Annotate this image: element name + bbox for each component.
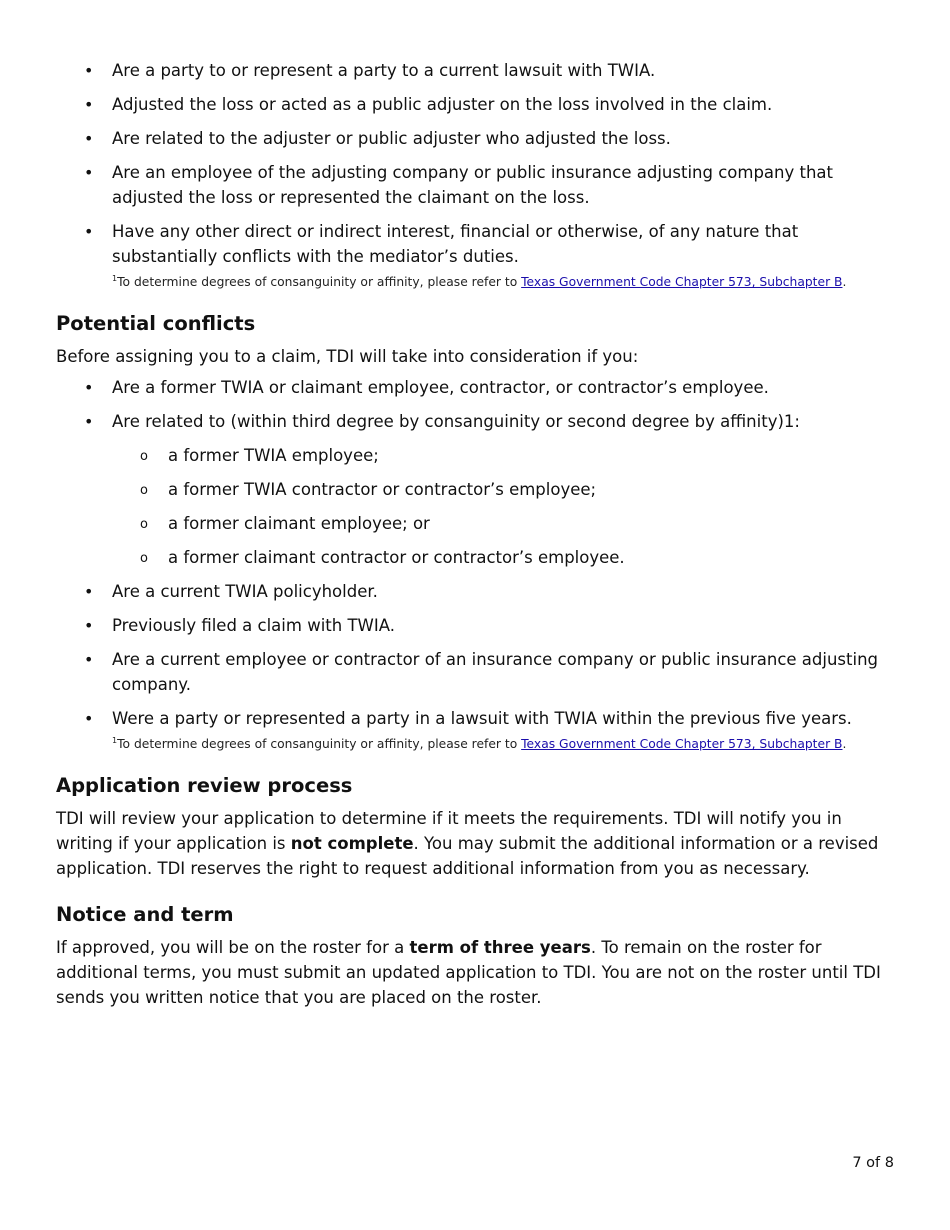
potential-conflicts-heading: Potential conflicts [56,312,256,335]
document-page [56,58,896,1016]
bullet-icon: • [84,378,94,397]
bullet-icon: • [84,95,94,114]
list-item: • Are an employee of the adjusting company or public insurance adjusting company that adjusted the loss or represented the claimant on the loss. [56,160,896,210]
bullet-icon: • [84,709,94,728]
application-review-heading: Application review process [56,774,353,797]
gov-code-link[interactable]: Texas Government Code Chapter 573, Subchapter B [521,737,843,751]
bullet-icon: • [84,412,94,431]
list-item: • Were a party or represented a party in a lawsuit with TWIA within the previous five years. [56,706,896,731]
notice-term-heading: Notice and term [56,903,234,926]
circle-bullet-icon: o [140,517,148,532]
sub-list-item: o a former claimant contractor or contractor’s employee. [112,545,896,570]
potential-conflicts-intro: Before assigning you to a claim, TDI will take into consideration if you: [56,347,639,366]
page-number: 7 of 8 [852,1155,894,1171]
bullet-icon: • [84,163,94,182]
list-item: • Are related to (within third degree by consanguinity or second degree by affinity)1: o a former TWIA employee; o a former TWIA contractor or contractor’s employee; o a former claimant employee; or o a former claimant contractor or contractor’s employee. [56,409,896,570]
list-item: • Are a former TWIA or claimant employee, contractor, or contractor’s employee. [56,375,896,400]
list-item: • Previously filed a claim with TWIA. [56,613,896,638]
bullet-icon: • [84,650,94,669]
bullet-icon: • [84,222,94,241]
list-item: • Have any other direct or indirect interest, financial or otherwise, of any nature that substantially conflicts with the mediator’s duties. [56,219,896,269]
relations-sub-list [112,443,896,570]
circle-bullet-icon: o [140,551,148,566]
top-bullet-list [56,58,896,269]
sub-list-item: o a former TWIA employee; [112,443,896,468]
list-item: • Adjusted the loss or acted as a public adjuster on the loss involved in the claim. [56,92,896,117]
footnote-2: $^1$To determine degrees of consanguinity or affinity, please refer to Texas Government Code Chapter 573, Subchapter B. [112,736,847,751]
sub-list-item: o a former claimant employee; or [112,511,896,536]
circle-bullet-icon: o [140,483,148,498]
sub-list-item: o a former TWIA contractor or contractor’s employee; [112,477,896,502]
list-item: • Are a party to or represent a party to a current lawsuit with TWIA. [56,58,896,83]
list-item: • Are a current TWIA policyholder. [56,579,896,604]
gov-code-link[interactable]: Texas Government Code Chapter 573, Subchapter B [521,275,843,289]
list-item: • Are related to the adjuster or public adjuster who adjusted the loss. [56,126,896,151]
footnote-1: $^1$To determine degrees of consanguinity or affinity, please refer to Texas Government Code Chapter 573, Subchapter B. [112,274,847,289]
bullet-icon: • [84,616,94,635]
bullet-icon: • [84,582,94,601]
bullet-icon: • [84,61,94,80]
application-review-text: TDI will review your application to determine if it meets the requirements. TDI will notify you in writing if your application is not complete. You may submit the additional information or a revised application. TDI reserves the right to request additional information from you as necessary. [56,809,879,878]
circle-bullet-icon: o [140,449,148,464]
bullet-icon: • [84,129,94,148]
list-item: • Are a current employee or contractor of an insurance company or public insurance adjusting company. [56,647,896,697]
notice-term-text: If approved, you will be on the roster for a term of three years. To remain on the roster for additional terms, you must submit an updated application to TDI. You are not on the roster until TDI sends you written notice that you are placed on the roster. [56,938,881,1007]
conflicts-bullet-list [56,375,896,731]
